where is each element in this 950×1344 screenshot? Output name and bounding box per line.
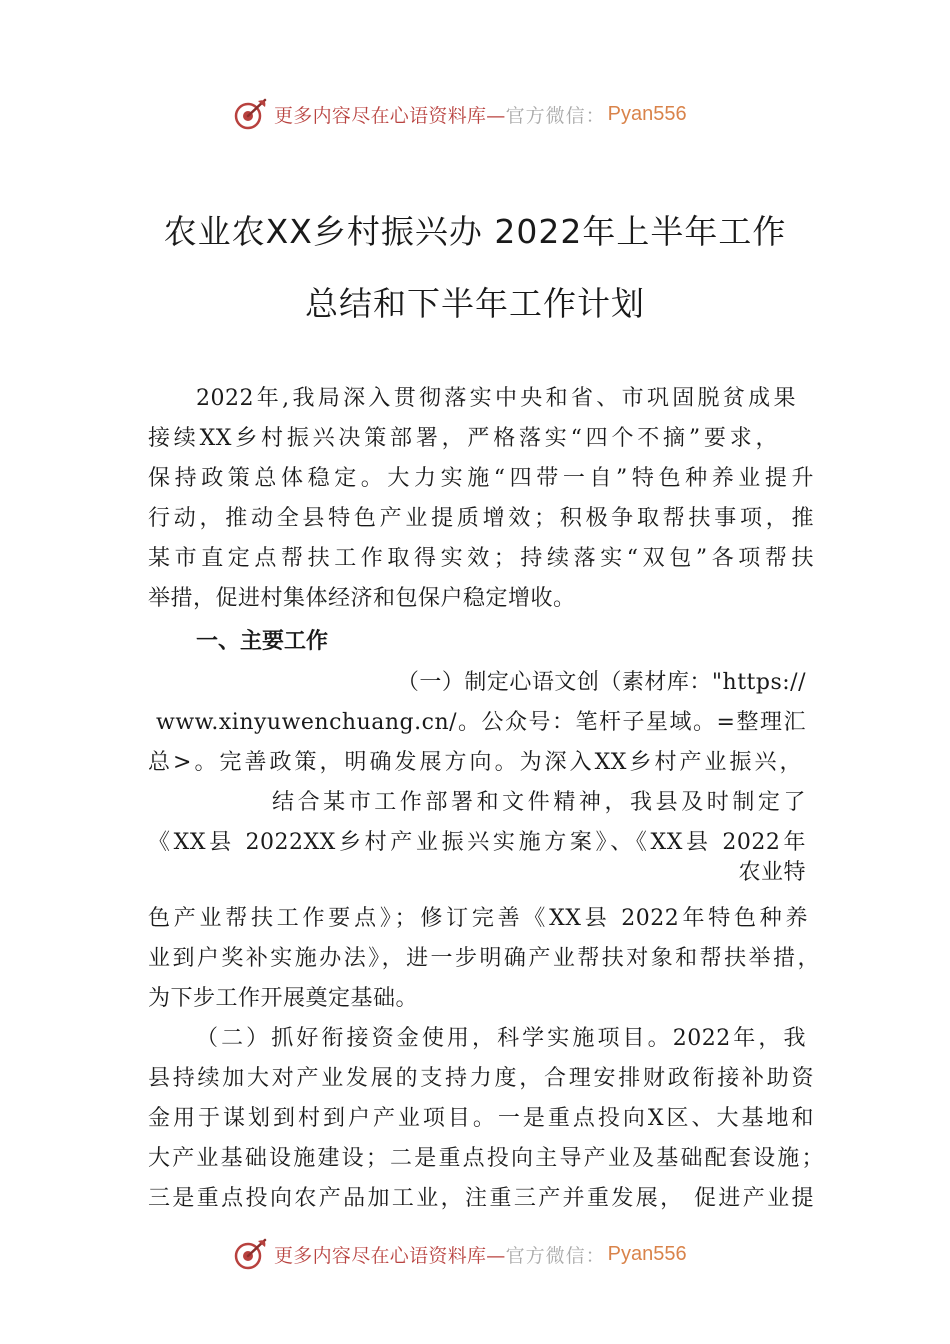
paragraph-line: 三是重点投向农产品加工业，注重三产并重发展， 促进产业提 [148,1186,814,1211]
intro-line: 接续XX乡村振兴决策部署，严格落实“四个不摘”要求， [148,426,778,451]
quill-logo-icon [234,1237,268,1271]
paragraph-line: 为下步工作开展奠定基础。 [148,986,419,1011]
intro-line: 举措，促进村集体经济和包保户稳定增收。 [148,586,576,611]
paragraph-line: 结合某市工作部署和文件精神，我县及时制定了 [272,790,806,815]
intro-line: 保持政策总体稳定。大力实施“四带一自”特色种养业提升 [148,466,814,491]
document-title-line-2: 总结和下半年工作计划 [305,284,645,323]
wechat-label: 官方微信： [505,104,606,127]
watermark-text: 更多内容尽在心语资料库— [274,1244,506,1267]
section-heading: 一、主要工作 [196,629,329,654]
document-title-line-1: 农业农XX乡村振兴办 2022年上半年工作 [163,212,787,251]
watermark-banner-top [234,96,687,132]
intro-line: 某市直定点帮扶工作取得实效；持续落实“双包”各项帮扶 [148,546,814,571]
paragraph-line: 总>。完善政策，明确发展方向。为深入XX乡村产业振兴， [148,750,802,775]
paragraph-line: 农业特 [738,860,806,885]
watermark-banner-bottom [234,1236,687,1272]
paragraph-line: 金用于谋划到村到户产业项目。一是重点投向X区、大基地和 [148,1106,814,1131]
paragraph-line: 色产业帮扶工作要点》；修订完善《XX县 2022年特色种养 [148,906,808,931]
paragraph-line: （一）制定心语文创（素材库："https:// [396,670,806,695]
paragraph-line: 业到户奖补实施办法》，进一步明确产业帮扶对象和帮扶举措， [148,946,820,971]
paragraph-line: 县持续加大对产业发展的支持力度，合理安排财政衔接补助资 [148,1066,814,1091]
paragraph-line: 《XX县 2022XX乡村产业振兴实施方案》、《XX县 2022年 [148,830,806,855]
wechat-id: Pyan556 [607,102,687,125]
wechat-label: 官方微信： [505,1244,606,1267]
watermark-text: 更多内容尽在心语资料库— [274,104,506,127]
paragraph-line: www.xinyuwenchuang.cn/。公众号：笔杆子星域。=整理汇 [156,710,806,735]
paragraph-line: （二）抓好衔接资金使用，科学实施项目。2022年，我 [196,1026,806,1051]
paragraph-line: 大产业基础设施建设；二是重点投向主导产业及基础配套设施； [148,1146,824,1171]
quill-logo-icon [234,97,268,131]
wechat-id: Pyan556 [607,1242,687,1265]
intro-line: 2022年,我局深入贯彻落实中央和省、市巩固脱贫成果 [196,386,796,411]
intro-line: 行动，推动全县特色产业提质增效；积极争取帮扶事项，推 [148,506,814,531]
